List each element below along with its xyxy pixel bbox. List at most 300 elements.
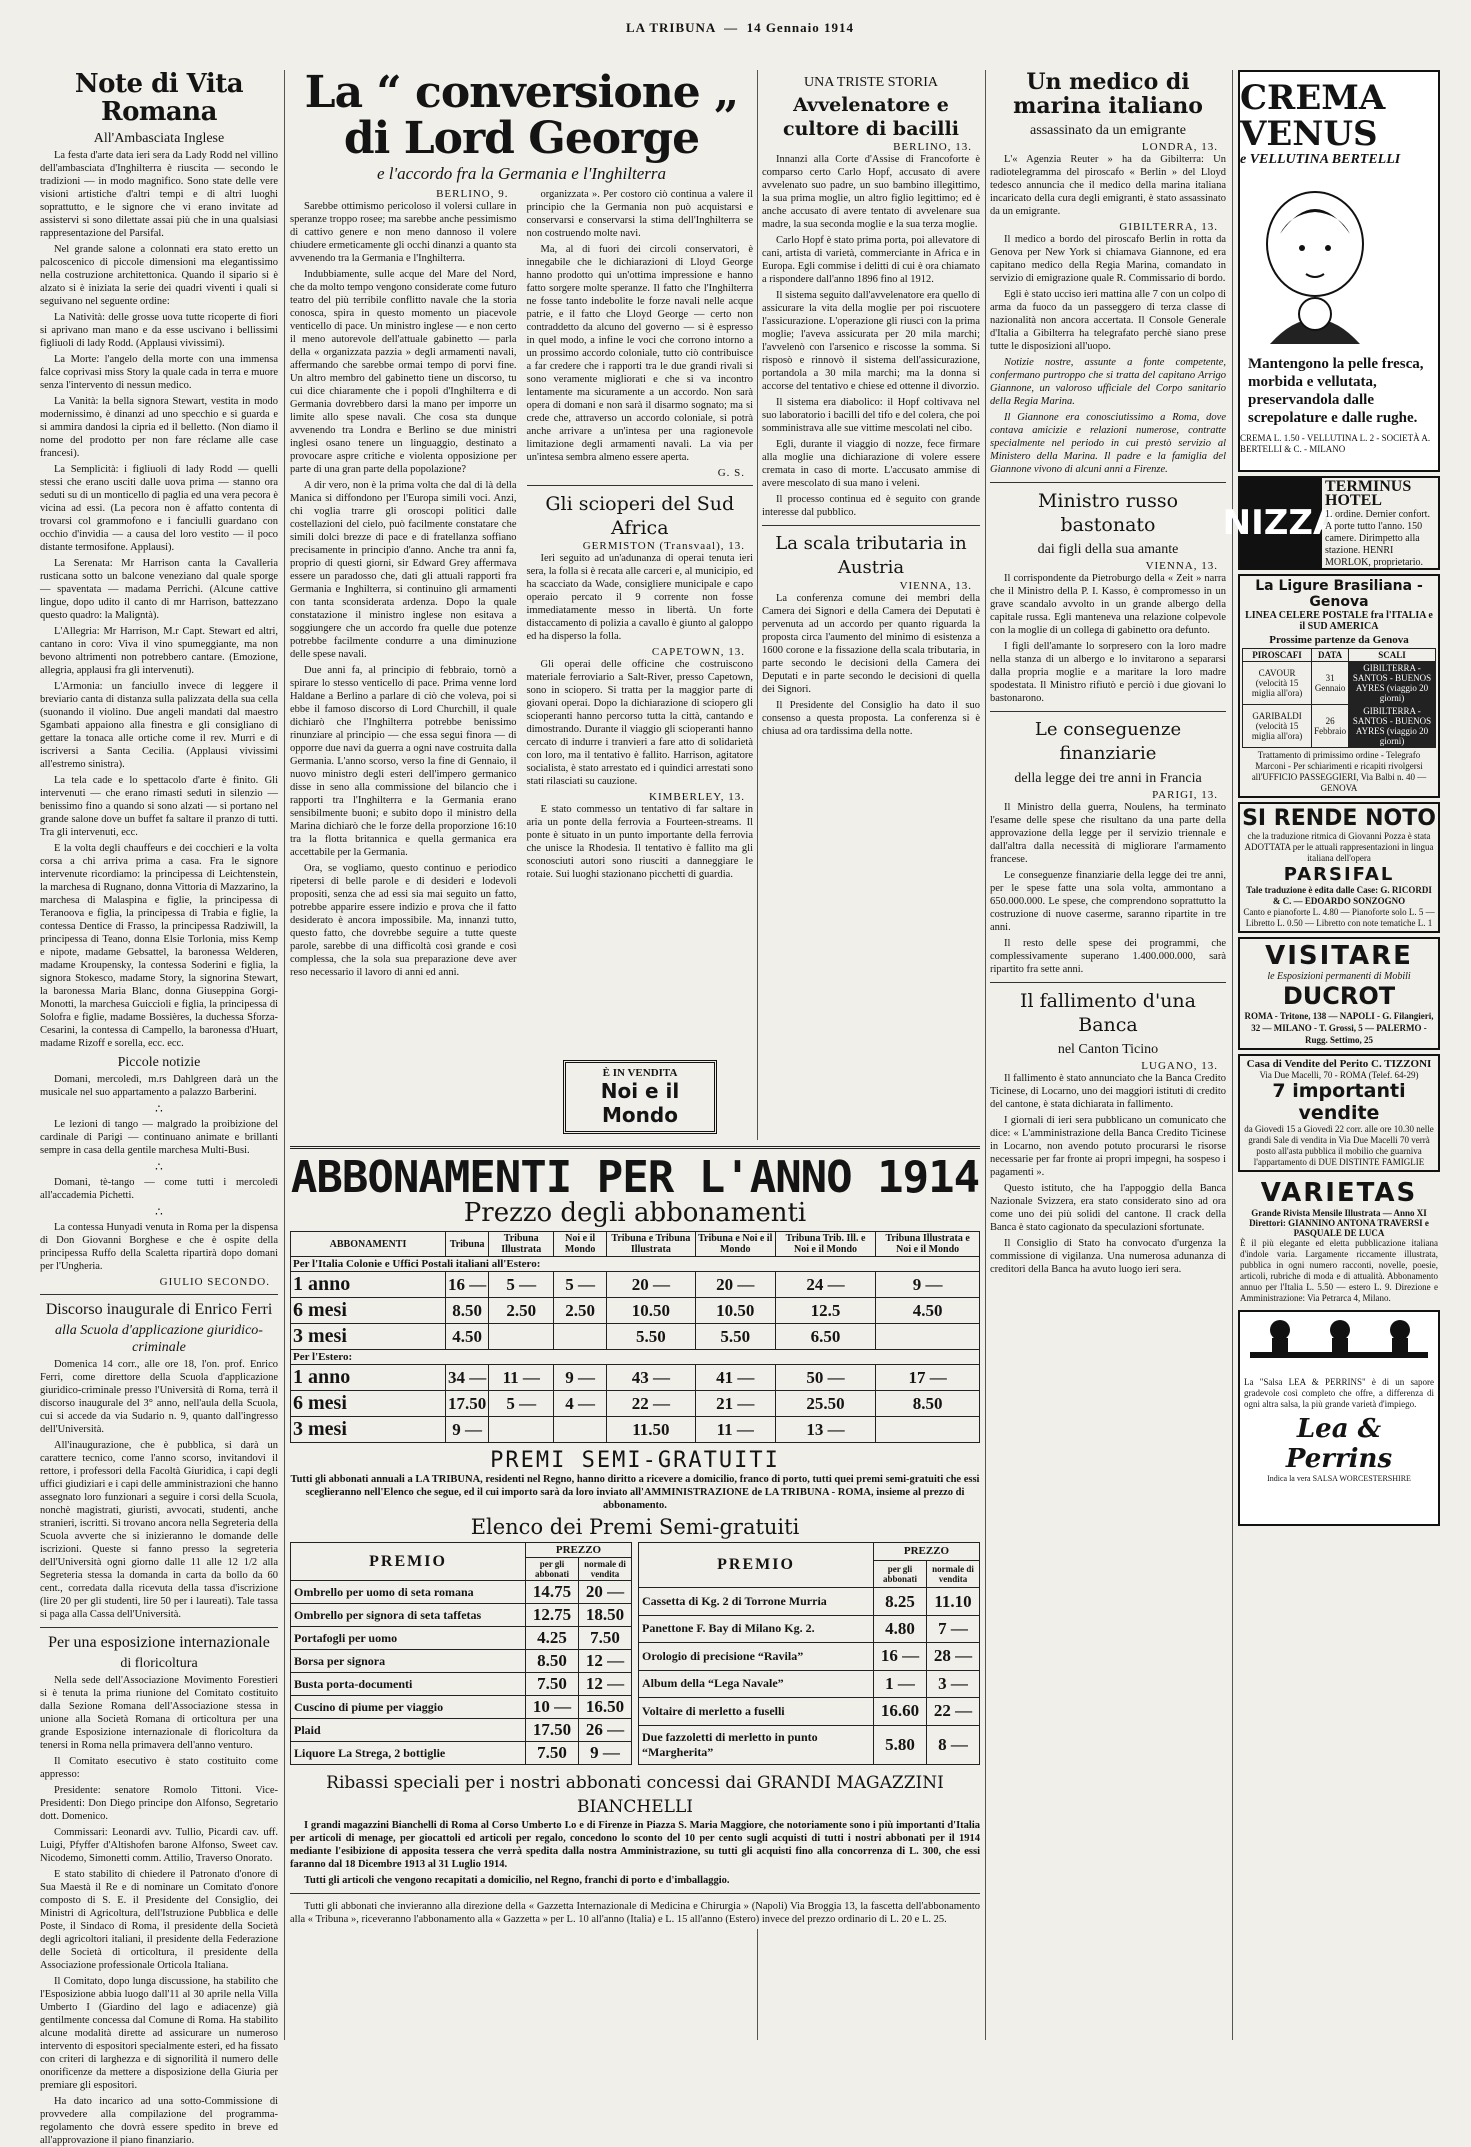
table-header: Tribuna e Tribuna Illustrata [607, 1232, 696, 1257]
premio-name: Panettone F. Bay di Milano Kg. 2. [639, 1615, 874, 1642]
lady-portrait-icon [1240, 174, 1390, 344]
table-row [291, 1391, 980, 1417]
paragraph: E stato commesso un tentativo di far saltare in aria un ponte della ferrovia a Fourteen-streams. Il ponte è situato in un punto importante della ferrovia che unisce la Rhodesia. Il tentativo è fallito ma gli sconosciuti autori sono riusciti a danneggiare le rotaie. Sui luoghi stazionano picchetti di guardia. [526, 804, 753, 880]
price-normale: 28 — [927, 1643, 980, 1670]
price-abbonati: 4.80 [874, 1615, 927, 1642]
paragraph: Notizie nostre, assunte a fonte competente, confermano purtroppo che si tratta del capitano Arrigo Giannone, un valoroso ufficiale del Corpo sanitario della Regia Marina. [990, 357, 1226, 407]
table-cell: 34 — [446, 1365, 489, 1391]
dateline: LUGANO, 13. [1141, 1060, 1218, 1072]
table-cell: 9 — [554, 1365, 607, 1391]
dateline: KIMBERLEY, 13. [649, 791, 745, 803]
visitare-title: VISITARE [1265, 941, 1413, 971]
paragraph: Il fallimento è stato annunciato che la Banca Credito Ticinese, di Locarno, uno dei maggiori istituti di credito del cantone, è stata dichiarata in fallimento. [990, 1073, 1226, 1110]
paragraph: I giornali di ieri sera pubblicano un comunicato che dice: « L'amministrazione della Banca Credito Ticinese in Locarno, non avendo potuto procurarsi le risorse necessarie per far fronte ai propri impegni, ha sospeso i pagamenti ». [990, 1115, 1226, 1178]
paragraph: Il Comitato esecutivo è stato costituito come appresso: [40, 1756, 278, 1780]
perrins-logo: Lea & Perrins [1285, 1414, 1393, 1474]
paragraph: organizzata ». Per costoro ciò continua a valere il principio che la Germania non può acquistarsi e conservarsi e conservarsi la stima dell'Inghilterra se non costruendo molte navi. [526, 189, 753, 239]
column-lord-george [290, 67, 753, 1135]
table-header: Tribuna [446, 1232, 489, 1257]
ship-scali: GIBILTERRA - SANTOS - BUENOS AYRES (viaggio 20 giorni) [1349, 662, 1436, 705]
table-cell [876, 1324, 980, 1350]
paragraph: Il corrispondente da Pietroburgo della « Zeit » narra che il Ministro della P. I. Kasso, è compromesso in un grave scandalo avvolto in un grande albergo della capitale russa. Egli manteneva una relazione colpevole con la moglie di un collega di gabinetto ora defunto. [990, 573, 1226, 636]
terminus-title: TERMINUS HOTEL [1325, 478, 1412, 509]
column-medico-marina [990, 70, 1226, 2040]
masthead-line: LA TRIBUNA — 14 Gennaio 1914 [625, 20, 855, 35]
paragraph: Nel grande salone a colonnati era stato eretto un palcoscenico di piccole dimensioni ma elegantissimo nella costruzione architettonica. Quando il sipario si è alzato si è iniziata la serie dei quadri viventi i quali si seguivano nel seguente ordine: [40, 244, 278, 307]
headline-fallimento: Il fallimento d'una Banca [1019, 990, 1196, 1036]
table-cell: 4 — [554, 1391, 607, 1417]
subhead-floricoltura: di floricoltura [120, 1656, 198, 1671]
price-abbonati: 7.50 [526, 1742, 579, 1765]
table-cell: 11 — [489, 1365, 554, 1391]
perrins-sub: Indica la vera SALSA WORCESTERSHIRE [1267, 1474, 1411, 1483]
paragraph: Sarebbe ottimismo pericoloso il volersi cullare in speranze troppo rosee; ma sarebbe anche pessimismo di cattivo genere e non meno dannoso il volere chiudere ermeticamente gli occhi dinanzi a quanto sta avvenendo tra la Germania e l'Inghilterra. [290, 201, 517, 264]
table-header: per gli abbonati [526, 1558, 579, 1581]
headline-avvelenatore: Avvelenatore e cultore di bacilli [783, 94, 959, 140]
column-rule [1232, 70, 1233, 2040]
vendite-title: 7 importanti vendite [1272, 1080, 1406, 1124]
table-header: normale di vendita [927, 1560, 980, 1587]
table-cell: 24 — [775, 1272, 875, 1298]
paragraph: Il sistema seguito dall'avvelenatore era quello di assicurare la vita della moglie per poi riscuotere l'assicurazione. L'operazione gli riuscì con la prima moglie; l'aveva assicurata per 20 mila marchi; l'avvelenò con l'arsenico e riscosse la somma. Si risposò e rinnovò il sistema dell'assicurazione, portandola a 30 mila marchi; ma la donna si accorse del tentativo e chiese ed ottenne il divorzio. [762, 290, 980, 392]
group-label: Per l'Italia Colonie e Uffici Postali italiani all'Estero: [291, 1257, 980, 1272]
paragraph: I figli dell'amante lo sorpresero con la loro madre nella stanza di un albergo e lo invitarono a separarsi dalla propria moglie e a maritare la loro madre spodestata. Il Ministro rifiutò e perciò i due giovani lo bastonarono. [990, 641, 1226, 704]
varietas-dir: Direttori: GIANNINO ANTONA TRAVERSI e PASQUALE DE LUCA [1249, 1218, 1429, 1238]
table-cell: 10.50 [695, 1298, 775, 1324]
table-header: PREMIO [291, 1543, 526, 1581]
price-abbonati: 4.25 [526, 1627, 579, 1650]
table-header: per gli abbonati [874, 1560, 927, 1587]
crema-slogan: Mantengono la pelle fresca, morbida e vellutata, preservandola dalle screpolature e dalle rughe. [1248, 356, 1424, 426]
table-header: Tribuna Illustrata e Noi e il Mondo [876, 1232, 980, 1257]
headline-esposizione: Per una esposizione internazionale [48, 1634, 270, 1651]
vendite-text: da Giovedì 15 a Giovedì 22 corr. alle ore 10.30 nelle grandi Sale di vendita in Via Due Macelli 70 verrà posto all'asta pubblica il mobilio che guarniva l'appartamento di DUE DISTINTE FAMIGLIE [1244, 1124, 1434, 1167]
paragraph: La Semplicità: i figliuoli di lady Rodd — quelli stessi che erano usciti dalle uova prima — stanno ora seduti su di un monticello di paglia ed una vera pecora è vicina ad essi. (La pecora non è affatto contenta di trovarsi col grammofono e i fanciulli guardano con occhio d'invidia — a causa del loro vestito — il poco distante termosifone. Applausi). [40, 464, 278, 553]
divider [290, 1893, 980, 1894]
table-cell: 20 — [607, 1272, 696, 1298]
crema-price: CREMA L. 1.50 - VELLUTINA L. 2 - SOCIETÀ A. BERTELLI & C. - MILANO [1240, 433, 1431, 454]
table-header: DATA [1312, 649, 1349, 662]
paragraph: E la volta degli chauffeurs e dei cocchieri e la volta corsa a chi arriva prima a casa. Fra le signore intervenute ricordiamo: la principessa di Leichtenstein, la marchesa di Rugnano, donna Vittoria di Mazzarino, la marchesa di Malaspina e figlie, la principessa di Teranoova e figlia, la principessa di Trabia e figlie, la contessa Dentice di Frasso, la principessa Radziwill, la principessa di Teano, donna Elsie Torlonia, miss Kemp e nipote, madame Gebsattel, la baronessa Welderen, madame Kroupensky, la contessa Soderini e figlia, la signora Stokesco, madame Story, la signorina Stewart, la baronessa Maria Blanc, donna Giuseppina Gorgi-Monotti, la marchesa Guiccioli e figlia, la principessa di Solofra e figlie, madame Bossières, la duchessa Sforza-Cesarini, la contessa di Campello, la baronessa d'Huart, madame Rizoff e sorella, ecc. ecc. [40, 843, 278, 1049]
dateline: BERLINO, 9. [436, 188, 509, 200]
paragraph: Ha dato incarico ad una sotto-Commissione di provvedere alla compilazione del programma-regolamento che dovrà essere spedito in breve ed all'approvazione il piano finanziario. [40, 2096, 278, 2146]
ad-varietas[interactable] [1238, 1176, 1440, 1306]
table-row [291, 1627, 632, 1650]
noi-mondo-small: È IN VENDITA [602, 1067, 678, 1079]
divider [40, 1627, 278, 1628]
table-row [639, 1615, 980, 1642]
table-row [291, 1650, 632, 1673]
table-cell: 2.50 [489, 1298, 554, 1324]
table-row [291, 1581, 632, 1604]
dateline: VIENNA, 13. [1145, 560, 1218, 572]
table-header: Noi e il Mondo [554, 1232, 607, 1257]
dateline: BERLINO, 13. [893, 141, 972, 153]
column-rule [985, 70, 986, 2040]
tizzoni-addr: Via Due Macelli, 70 - ROMA (Telef. 64-29) [1259, 1070, 1419, 1080]
paragraph: Il Comitato, dopo lunga discussione, ha stabilito che l'Esposizione abbia luogo dall'11 al 30 aprile nella Villa Umberto I (Giardino del lago e adiacenze) già gentilmente concessa dal Comune di Roma. Ha stabilito alcune modalità dirette ad assicurare un numeroso intervento di espositori specialmente esteri, ed ha fissato con criteri di larghezza e di signorilità il numero delle onorificenze da mettere a disposizione della Giuria per premiare gli espositori. [40, 1976, 278, 2091]
paragraph: Nella sede dell'Associazione Movimento Forestieri si è tenuta la prima riunione del Comitato costituito dalla Sezione Romana dell'Associazione stessa in unione alla Società Romana di orticoltura per una grande Esposizione internazionale di floricoltura da tenersi in Roma nella primavera dell'anno venturo. [40, 1675, 278, 1751]
price-abbonati: 10 — [526, 1696, 579, 1719]
noi-mondo-box-wrap [530, 1052, 750, 1142]
kicker-triste-storia: UNA TRISTE STORIA [803, 75, 939, 90]
paragraph: Le conseguenze finanziarie della legge dei tre anni, per le spese fatte una sola volta, ammontano a 650.000.000. Le spese, che comprendono soprattutto la costruzione di nuove caserme, saranno ripartite in tre anni. [990, 870, 1226, 933]
divider [990, 982, 1226, 983]
nizza-label: NIZZA [1240, 478, 1322, 568]
prices-table [290, 1231, 980, 1443]
premio-name: Portafogli per uomo [291, 1627, 526, 1650]
price-normale: 12 — [579, 1650, 632, 1673]
paragraph: L'Allegria: Mr Harrison, M.r Capt. Stewart ed altri, cantano in coro: Viva il vino spumeggiante, ma non bevono altrimenti non potrebbero cantare. (Emozione, allegria, applausi fra gli intervenuti). [40, 626, 278, 676]
paragraph: Domani, tè-tango — come tutti i mercoledì all'accademia Pichetti. [40, 1177, 278, 1201]
table-cell: 22 — [607, 1391, 696, 1417]
table-cell: 5.50 [695, 1324, 775, 1350]
paragraph: La tela cade e lo spettacolo d'arte è finito. Gli intervenuti — che erano rimasti seduti in silenzio — benissimo fino a quando si sono alzati — si portano nel grande salone dove un buffet fa saltare il pranzo di tutti. Tra gli intervenuti, ecc. [40, 775, 278, 838]
dateline: VIENNA, 13. [899, 580, 972, 592]
paragraph: All'inaugurazione, che è pubblica, si darà un carattere tecnico, come l'anno scorso, invitandovi il rettore, i professori della Facoltà Giuridica, i capi degli uffici giudiziari e i capi delle amministrazioni che hanno assegnato loro funzionari a seguire i corsi della Scuola, nonchè magistrati, giuristi, avvocati, studenti, anche stranieri, iscritti. Si trovano ancora nella Segreteria della Scuola avverte che si inizieranno le domande delle iscrizioni. Queste si fanno presso la segreteria dell'Università ogni giorno dalle 11 alle 12 1/2 alla Segreteria stessa la domanda in carta da bollo da 60 cent., corredata dalla ricevuta della tassa d'iscrizione (lire 20 per gli studenti, lire 50 per i laureati). Tale tassa si paga alla Cassa dell'Università. [40, 1440, 278, 1620]
ad-parsifal[interactable] [1238, 802, 1440, 933]
price-abbonati: 7.50 [526, 1673, 579, 1696]
row-label: 6 mesi [291, 1298, 446, 1324]
price-normale: 3 — [927, 1670, 980, 1697]
headline-lord-george: La “ conversione „ di Lord George [304, 67, 739, 164]
premi-table-left [290, 1542, 632, 1765]
column-vita-romana [40, 69, 278, 2146]
paragraph: Egli è stato ucciso ieri mattina alle 7 con un colpo di arma da fuoco da un passeggero di terza classe di nazionalità non ancora accertata. Il Console Generale d'Italia a Gibilterra ha telegrafato perchè siano prese tutte le disposizioni all'uopo. [990, 289, 1226, 352]
price-normale: 8 — [927, 1725, 980, 1764]
tizzoni-title: Casa di Vendite del Perito C. TIZZONI [1246, 1058, 1432, 1070]
table-row [291, 1673, 632, 1696]
row-label: 3 mesi [291, 1324, 446, 1350]
group-label: Per l'Estero: [291, 1350, 980, 1365]
price-normale: 26 — [579, 1719, 632, 1742]
paragraph: Le lezioni di tango — malgrado la proibizione del cardinale di Parigi — continuano animate e brillanti sempre in casa della gentile marchesa Multi-Busi. [40, 1119, 278, 1156]
premi-tables [290, 1542, 980, 1765]
rende-noto: SI RENDE NOTO [1242, 806, 1436, 831]
paragraph: Il Giannone era conosciutissimo a Roma, dove contava amicizie e relazioni numerose, contratte specialmente nel periodo in cui prestò servizio al Ministero della Marina. Il padre e la famiglia del Giannone vivono di alcuni anni a Firenze. [990, 412, 1226, 475]
dateline: GERMISTON (Transvaal), 13. [582, 540, 745, 552]
ship-name: GARIBALDI (velocità 15 miglia all'ora) [1243, 705, 1312, 748]
signature: GIULIO SECONDO. [159, 1276, 270, 1288]
table-header: PREMIO [639, 1543, 874, 1588]
ribassi-text-2: Tutti gli articoli che vengono recapitati a domicilio, nel Regno, franchi di porto e d'imballaggio. [304, 1875, 730, 1886]
divider [990, 482, 1226, 483]
dateline: GIBILTERRA, 13. [1119, 221, 1218, 233]
price-abbonati: 8.25 [874, 1588, 927, 1615]
paragraph: Carlo Hopf è stato prima porta, poi allevatore di cani, artista di varietà, commerciante in Africa e in Europa. Egli commise i delitti di cui è ora chiamato a rispondere dall'anno 1896 fino al 1912. [762, 235, 980, 285]
premio-name: Voltaire di merletto a fuselli [639, 1698, 874, 1725]
table-cell: 13 — [775, 1417, 875, 1443]
table-cell: 50 — [775, 1365, 875, 1391]
table-row [639, 1643, 980, 1670]
subhead-accordo: e l'accordo fra la Germania e l'Inghilterra [377, 164, 666, 183]
gazzetta-text: Tutti gli abbonati che invieranno alla direzione della « Gazzetta Internazionale di Medicina e Chirurgia » (Napoli) Via Broggia 13, la fascetta dell'abbonamento alla « Tribuna », riceveranno l'abbonamento alla « Gazzetta » per L. 10 all'anno (Italia) e L. 15 all'anno (Estero) invece del prezzo ordinario di L. 20 e L. 25. [290, 1901, 980, 1925]
table-row [1243, 705, 1436, 748]
separator-stars: ∴ [155, 1205, 163, 1219]
table-row [1243, 662, 1436, 705]
partenze-title: Prossime partenze da Genova [1269, 634, 1409, 646]
ligure-sub: LINEA CELERE POSTALE fra l'ITALIA e il SUD AMERICA [1245, 610, 1433, 632]
paragraph: Domenica 14 corr., alle ore 18, l'on. prof. Enrico Ferri, come direttore della Scuola d'applicazione giuridico-criminale presso l'Università di Roma, terrà il discorso inaugurale del 3° anno, nell'aula della Scuola, cui si accede da via Sudario n. 9, quanto dall'ingresso dell'Università. [40, 1359, 278, 1435]
paragraph: Presidente: senatore Romolo Tittoni. Vice-Presidenti: Don Diego principe don Alfonso, Segretario dott. Domenico. [40, 1785, 278, 1822]
table-cell [554, 1324, 607, 1350]
paragraph: La Serenata: Mr Harrison canta la Cavalleria rusticana sotto un balcone veneziano dal quale sporge — spaventata — madama Perrichi. (Alcune cattive lingue, dopo udito il canto di mr Harrison, battezzano questo quadro: la Maligntà). [40, 558, 278, 621]
paragraph: Ora, se vogliamo, questo continuo e periodico ripetersi di belle parole e di desideri e lodevoli propositi, senza che ad essi sia mai seguito un fatto, potrebbe apparire essere indizio e prova che il fatto desiderato è ancora impossibile. Ma, innanzi tutto, questo fatto, che dovrebbe seguire a tutte queste parole, sarebbe di una difficoltà così grande e così complessa, che la sola sua preparazione deve aver reso necessario il lavoro di anni ed anni. [290, 863, 517, 978]
dateline: LONDRA, 13. [1141, 141, 1218, 153]
subhead-emigrante: assassinato da un emigrante [1030, 123, 1186, 138]
table-cell: 5 — [489, 1272, 554, 1298]
table-cell: 17 — [876, 1365, 980, 1391]
table-cell: 4.50 [446, 1324, 489, 1350]
subhead-scuola: alla Scuola d'applicazione giuridico-criminale [55, 1323, 263, 1355]
perrins-text: La "Salsa LEA & PERRINS" è di un sapore gradevole così completo che offre, a differenza di ogni altra salsa, la più grande varietà d'impiego. [1244, 1377, 1434, 1409]
table-cell: 43 — [607, 1365, 696, 1391]
table-cell: 16 — [446, 1272, 489, 1298]
table-cell: 6.50 [775, 1324, 875, 1350]
table-cell: 10.50 [607, 1298, 696, 1324]
paragraph: Il Consiglio di Stato ha convocato d'urgenza la commissione di vigilanza. Una numerosa adunanza di creditori della Banca ha avuto luogo ieri sera. [990, 1238, 1226, 1275]
headline-ministro-russo: Ministro russo bastonato [1037, 490, 1179, 536]
ad-tizzoni[interactable] [1238, 1054, 1440, 1172]
premio-name: Ombrello per uomo di seta romana [291, 1581, 526, 1604]
parsifal-text: Tale traduzione è edita dalle Case: G. RICORDI & C. — EDOARDO SONZOGNO [1246, 885, 1432, 906]
issue-date: 14 Gennaio 1914 [746, 20, 855, 35]
table-cell: 11 — [695, 1417, 775, 1443]
paragraph: La Natività: delle grosse uova tutte ricoperte di fiori si aprivano man mano e da esse uscivano i bellissimi figliuoli di lady Rodd. (Applausi vivissimi). [40, 312, 278, 349]
paragraph: Il resto delle spese dei programmi, che complessivamente superano 1.400.000.000, sarà ripartito fra sette anni. [990, 938, 1226, 975]
paragraph: Gli operai delle officine che costruiscono materiale ferroviario a Salt-River, presso Capetown, sono in sciopero. Si tratta per la maggior parte di giovani operai. Dopo la dichiarazione di sciopero gli scioperanti hanno percorso tutta la città, cantando e dimostrando. Durante il viaggio gli scioperanti hanno cercato di indurre i tranvieri a fare atto di solidarietà con loro, ma il tentativo è fallito. Harrison, agitatore socialista, è stato arrestato ed i quindici arrestati sono stati rilasciati su cauzione. [526, 659, 753, 787]
premi-text: Tutti gli abbonati annuali a LA TRIBUNA, residenti nel Regno, hanno diritto a ricevere a domicilio, franco di porto, tutti quei premi semi-gratuiti che essi sceglieranno nell'Elenco che segue, ed il cui importo sarà da loro inviato all'AMMINISTRAZIONE de LA TRIBUNA - ROMA, insieme al prezzo di abbonamento. [290, 1474, 980, 1511]
headline-medico-marina: Un medico di marina italiano [1013, 69, 1203, 119]
paragraph: Commissari: Leonardi avv. Tullio, Picardi cav. uff. Luigi, Pfyffer d'Altishofen barone Alfonso, Sweet cav. Nicodemo, Simonetti comm. Attilio, Traverso Onorato. [40, 1827, 278, 1864]
ducrot-name: DUCROT [1282, 982, 1396, 1010]
ad-crema-venus[interactable] [1238, 70, 1440, 472]
paragraph: La contessa Hunyadi venuta in Roma per la dispensa di Don Giovanni Borghese e che è ospite della principessa Ruffo della Scaletta ripartirà dopo domani per l'Ungheria. [40, 1222, 278, 1272]
table-header-row [1243, 649, 1436, 662]
divider [990, 711, 1226, 712]
paragraph: La Morte: l'angelo della morte con una immensa falce coprivasi miss Story la quale cada in terra e muore senza l'intervento di nessun medico. [40, 354, 278, 391]
table-cell [876, 1417, 980, 1443]
table-header: ABBONAMENTI [291, 1232, 446, 1257]
price-normale: 12 — [579, 1673, 632, 1696]
table-row [639, 1725, 980, 1764]
paragraph: Indubbiamente, sulle acque del Mare del Nord, che da molto tempo vengono considerate come futuro teatro del più terribile conflitto navale che la storia conosca, spira in questo momento un piacevole venticello di pace. Un ministro inglese — e non certo il meno autorevole dell'attuale gabinetto — parla della « organizzata pazzia » degli armamenti navali, affermando che sarebbe ormai tempo di porvi fine. Un altro membro del gabinetto tiene un discorso, tu cui dice chiaramente che i popoli d'Inghilterra e di Germania dovrebbero darsi la mano per imporre un limite allo spese navali. Che cosa sta dunque avvenendo tra Londra e Berlino se due ministri inglesi osano tenere un linguaggio, destinato a provocare aspre critiche e violenta opposizione per parte di una gran parte della popolazione? [290, 269, 517, 475]
parsifal-title: PARSIFAL [1283, 864, 1395, 885]
paragraph: Il medico a bordo del piroscafo Berlin in rotta da Genova per New York si chiamava Giannone, ed era capitano medico della Regia Marina, comandato in servizio di emigrazione quale R. Commissario di bordo. [990, 234, 1226, 284]
table-cell: 20 — [695, 1272, 775, 1298]
table-cell: 12.5 [775, 1298, 875, 1324]
price-normale: 7.50 [579, 1627, 632, 1650]
table-cell: 8.50 [446, 1298, 489, 1324]
row-label: 6 mesi [291, 1391, 446, 1417]
varietas-title: VARIETAS [1260, 1178, 1418, 1208]
table-header-row [291, 1232, 980, 1257]
price-abbonati: 1 — [874, 1670, 927, 1697]
ship-note: Trattamento di primissimo ordine - Telegrafo Marconi - Per schiarimenti e ricapiti rivolgersi all'UFFICIO PASSEGGIERI, Via Balbi n. 40 — GENOVA [1251, 750, 1427, 793]
visitare-sub: le Esposizioni permanenti di Mobili [1267, 971, 1411, 982]
table-header: PREZZO [874, 1543, 980, 1561]
paragraph: Ma, al di fuori dei circoli conservatori, è innegabile che le dichiarazioni di Lloyd George hanno prodotto qui un'ottima impressione e hanno fatto sorgere molte speranze. Il fatto che l'Inghilterra ne fosse tanto indebolite le forze navali nelle acque patrie, e il fatto che Lloyd George — certo non contraddetto da alcuno del governo — si è espresso in quel modo, a infine le voci che corrono intorno a un prossimo accordo coloniale, tutto ciò contribuisce a far credere che i rapporti tra le due grandi rivali si sono veramente migliorati e che si va incontro lentamente ma sicuramente a un accordo. Non sarà opera di domani e non sarà il disarmo sognato; ma si crede che, attraverso un accordo coloniale, si potrà anche arrivare a un'intesa per una ragionevole limitazione degli armamenti navali. La via per un'intesa sembra almeno essere aperta. [526, 244, 753, 463]
headline-discorso-ferri: Discorso inaugurale di Enrico Ferri [45, 1301, 273, 1318]
price-abbonati: 17.50 [526, 1719, 579, 1742]
headline-vita-romana: Note di Vita Romana [74, 69, 244, 127]
headline-scioperi: Gli scioperi del Sud Africa [545, 493, 735, 539]
row-label: 1 anno [291, 1365, 446, 1391]
price-abbonati: 8.50 [526, 1650, 579, 1673]
subhead-tre-anni: della legge dei tre anni in Francia [1014, 771, 1202, 786]
crema-sub: e VELLUTINA BERTELLI [1240, 152, 1401, 167]
row-label: 1 anno [291, 1272, 446, 1298]
price-normale: 16.50 [579, 1696, 632, 1719]
terminus-text: 1. ordine. Dernier confort. A porte tutto l'anno. 150 camere. Dirimpetto alla stazione. HENRI MORLOK, proprietario. [1325, 509, 1430, 568]
dateline: CAPETOWN, 13. [651, 646, 745, 658]
table-cell: 4.50 [876, 1298, 980, 1324]
table-cell: 21 — [695, 1391, 775, 1417]
table-cell: 5 — [489, 1391, 554, 1417]
table-row [291, 1272, 980, 1298]
table-row [291, 1417, 980, 1443]
row-label: 3 mesi [291, 1417, 446, 1443]
ship-scali: GIBILTERRA - SANTOS - BUENOS AYRES (viaggio 20 giorni) [1349, 705, 1436, 748]
paragraph: Il Presidente del Consiglio ha dato il suo consenso a questa proposta. La conferenza si è chiusa ad ora tardissima della notte. [762, 700, 980, 737]
table-row [291, 1719, 632, 1742]
premio-name: Orologio di precisione “Ravila” [639, 1643, 874, 1670]
premio-name: Due fazzoletti di merletto in punto “Margherita” [639, 1725, 874, 1764]
table-cell: 9 — [446, 1417, 489, 1443]
ribassi-text: I grandi magazzini Bianchelli di Roma al Corso Umberto I.o e di Firenze in Piazza S. Maria Maggiore, che notoriamente sono i più importanti d'Italia per articoli di menage, per giocattoli ed articoli per regalo, concedono lo sconto del 10 per cento sugli acquisti di tutti i nostri abbonati per il 1914 mediante l'esibizione di apposita tessera che verrà spedita dalla nostra Amministrazione, su tutti gli acquisti fino alla concorrenza di L. 300, che essi faranno dal 18 Dicembre 1913 al 31 Luglio 1914. [290, 1820, 980, 1870]
paragraph: Ieri seguito ad un'adunanza di operai tenuta ieri sera, la folla si è recata alle carceri e, al municipio, ed ha scacciato da Wade, consigliere municipale e capo operaio percato il 9 corrente non fosse immediatamente messo in libertà. Un forte distaccamento di polizia a cavallo è giunto al galoppo ed ha disperso la folla. [526, 553, 753, 642]
paragraph: Innanzi alla Corte d'Assise di Francoforte è comparso certo Carlo Hopf, accusato di avere avvelenato suo padre, un suo bambino illegittimo, la sua prima moglie, un altro figlio legittimo; ed è anche accusato di avere tentato di avvelenare sua madre, la sua seconda moglie e la sua terza moglie. [762, 154, 980, 230]
table-header: normale di vendita [579, 1558, 632, 1581]
table-cell: 25.50 [775, 1391, 875, 1417]
elenco-title: Elenco dei Premi Semi-gratuiti [470, 1515, 800, 1539]
table-cell: 2.50 [554, 1298, 607, 1324]
abbonamenti-subtitle: Prezzo degli abbonamenti [463, 1198, 807, 1228]
premio-name: Borsa per signora [291, 1650, 526, 1673]
premio-name: Cassetta di Kg. 2 di Torrone Murria [639, 1588, 874, 1615]
ad-ducrot[interactable] [1238, 937, 1440, 1050]
paragraph: L'« Agenzia Reuter » ha da Gibilterra: Un radiotelegramma del piroscafo « Berlin » del Lloyd tedesco annuncia che il medico della marina italiana incaricato della cura degli emigranti, è stato assassinato da un emigrante. [990, 154, 1226, 217]
premio-name: Ombrello per signora di seta taffetas [291, 1604, 526, 1627]
table-row [291, 1298, 980, 1324]
table-header: PIROSCAFI [1243, 649, 1312, 662]
separator-stars: ∴ [155, 1160, 163, 1174]
ship-table [1242, 648, 1436, 748]
column-ads [1222, 70, 1440, 2040]
table-cell: 5 — [554, 1272, 607, 1298]
ship-date: 26 Febbraio [1312, 705, 1349, 748]
table-row [291, 1742, 632, 1765]
price-abbonati: 12.75 [526, 1604, 579, 1627]
table-cell [489, 1417, 554, 1443]
ligure-title: La Ligure Brasiliana - Genova [1255, 578, 1423, 610]
ship-date: 31 Gennaio [1312, 662, 1349, 705]
table-group-row [291, 1350, 980, 1365]
premio-name: Liquore La Strega, 2 bottiglie [291, 1742, 526, 1765]
price-normale: 7 — [927, 1615, 980, 1642]
table-row [639, 1698, 980, 1725]
table-row [639, 1588, 980, 1615]
premio-name: Album della “Lega Navale” [639, 1670, 874, 1697]
price-normale: 22 — [927, 1698, 980, 1725]
paragraph: E stato stabilito di chiedere il Patronato d'onore di Sua Maestà il Re e di nominare un Comitato d'onore composto di S. E. il Presidente del Consiglio, dei Ministri di Agricoltura, dell'Istruzione Pubblica e delle Poste, il Sindaco di Roma, il presidente della Società degli agricoltori italiani, il presidente della Federazione delle Società di orticoltura, il presidente della Associazione professionale Orticola Italiana. [40, 1869, 278, 1971]
headline-conseguenze: Le conseguenze finanziarie [1034, 719, 1182, 764]
table-cell [554, 1417, 607, 1443]
ad-lea-perrins[interactable] [1238, 1310, 1440, 1526]
diners-illustration-icon [1240, 1312, 1438, 1372]
price-abbonati: 16.60 [874, 1698, 927, 1725]
table-row [291, 1324, 980, 1350]
rende-text: che la traduzione ritmica di Giovanni Pozza è stata ADOTTATA per le attuali rappresentazioni in lingua italiana dell'opera [1244, 831, 1434, 863]
table-header: Tribuna Trib. Ill. e Noi e il Mondo [775, 1232, 875, 1257]
paragraph: La conferenza comune dei membri della Camera dei Signori e della Camera dei Deputati è pervenuta ad un accordo per quanto riguarda la proposta circa l'aumento del minimo di esistenza a 1600 corone e la fissazione della scala tributaria, in parte secondo le decisioni della Camera dei Deputati e in parte secondo le decisioni di quella dei Signori. [762, 593, 980, 695]
price-normale: 18.50 [579, 1604, 632, 1627]
dateline: PARIGI, 13. [1152, 789, 1218, 801]
premi-table-right [638, 1542, 980, 1765]
price-abbonati: 5.80 [874, 1725, 927, 1764]
table-cell: 41 — [695, 1365, 775, 1391]
table-cell: 5.50 [607, 1324, 696, 1350]
crema-title: CREMA VENUS [1240, 78, 1386, 154]
varietas-sub: Grande Rivista Mensile Illustrata — Anno XI [1251, 1208, 1427, 1218]
price-normale: 11.10 [927, 1588, 980, 1615]
paragraph: Domani, mercoledì, m.rs Dahlgreen darà un the musicale nel suo appartamento a palazzo Barberini. [40, 1074, 278, 1098]
noi-mondo-ad[interactable] [563, 1060, 717, 1134]
table-row [291, 1604, 632, 1627]
ribassi-title: Ribassi speciali per i nostri abbonati concessi dai GRANDI MAGAZZINI BIANCHELLI [326, 1773, 944, 1817]
table-header-row [291, 1543, 632, 1558]
table-row [291, 1696, 632, 1719]
table-row [639, 1670, 980, 1697]
paragraph: L'Armonia: un fanciullo invece di leggere il breviario canta di distanza sulla palizzata della sua cella (suonando il violino. Due angeli mandati dal maestro Sgambati appaiono alla finestra e gli consigliano di gettare la tonaca alle ortiche come il rev. Murri e di iscriversi a Santa Cecilia. (Applausi vivissimi all'estremo sinistra). [40, 681, 278, 770]
paragraph: La Vanità: la bella signora Stewart, vestita in modo modernissimo, è dinanzi ad uno specchio e si guarda e si ammira dandosi la cipria ed il belletto. (Non diamo il nome del prodotto per non fare réclame alle case francesi). [40, 396, 278, 459]
signature: G. S. [717, 467, 745, 479]
varietas-text: È il più elegante ed eletta pubblicazione italiana d'indole varia. Largamente riccamente illustrata, pubblica in ogni numero racconti, novelle, poesie, articoli, rubriche di moda e di attualità. Abbonamento annuo per l'Italia L. 5.50 — estero L. 9. Direzione e Amministrazione: Via Petrarca 4, Milano. [1240, 1238, 1438, 1303]
paragraph: Egli, durante il viaggio di nozze, fece firmare alla moglie una dichiarazione di volere essere cremata in caso di morte. L'accusato ammise di avere mescolato di sua mano i veleni. [762, 439, 980, 489]
column-rule [284, 70, 285, 2040]
parsifal-prices: Canto e pianoforte L. 4.80 — Pianoforte solo L. 5 — Libretto L. 0.50 — Libretto con note tematiche L. 1 [1243, 907, 1435, 928]
subhead-ticino: nel Canton Ticino [1057, 1042, 1159, 1057]
abbonamenti-section [290, 1140, 980, 1929]
price-normale: 9 — [579, 1742, 632, 1765]
masthead [40, 10, 1440, 60]
table-cell: 9 — [876, 1272, 980, 1298]
abbonamenti-title: ABBONAMENTI PER L'ANNO 1914 [290, 1152, 980, 1203]
table-header: Tribuna e Noi e il Mondo [695, 1232, 775, 1257]
subhead-ambasciata: All'Ambasciata Inglese [93, 131, 225, 146]
subhead-figli-amante: dai figli della sua amante [1037, 542, 1179, 557]
noi-mondo-title: Noi e il Mondo [600, 1079, 680, 1127]
table-header-row [639, 1543, 980, 1561]
table-cell: 8.50 [876, 1391, 980, 1417]
price-abbonati: 14.75 [526, 1581, 579, 1604]
divider [290, 1146, 980, 1149]
paragraph: Due anni fa, al principio di febbraio, tornò a spirare lo stesso venticello di pace. Prima venne lord Haldane a Berlino a parlare di ciò che voleva, poi si ebbe il famoso discorso di Lord Churchill, il quale dichiarò che l'Inghilterra potrebbe benissimo rinunziare al principio — che essa segui finora — di opporre due navi da guerra a ogni nave costruita dalla Germania. L'anno scorso, verso la fine di Gennaio, il nuovo ministro degli esteri dell'impero germanico disse in seno alla commissione del bilancio che i rapporti tra l'Inghilterra e la Germania erano sensibilmente buoni; e subito dopo il ministro della Marina dichiarò che le forze della proporzione 16:10 tra la flotta britannica e quella germanica era accettabile per la Germania. [290, 665, 517, 858]
separator-stars: ∴ [155, 1102, 163, 1116]
paragraph: La festa d'arte data ieri sera da Lady Rodd nel villino dell'ambasciata d'Inghilterra è riuscita — secondo le tradizioni — in modo magnifico. Sono state delle vere visioni artistiche d'altri tempi e di altri luoghi soprattutto, e le signore che vi erano invitate ad assistervi si sono dilettate assai più che in una qualsiasi rappresentazione del Parsifal. [40, 150, 278, 239]
table-cell: 17.50 [446, 1391, 489, 1417]
paragraph: Il sistema era diabolico: il Hopf coltivava nel suo laboratorio i bacilli del tifo e del colera, che poi somministrava alle sue vittime mescolati nel cibo. [762, 397, 980, 434]
ad-ligure-brasiliana[interactable] [1238, 574, 1440, 798]
table-header: SCALI [1349, 649, 1436, 662]
paragraph: A dir vero, non è la prima volta che dal di là della Manica si diffondono per l'Europa simili voci. Anzi, chi voglia trarre gli oroscopi politici dalle costellazioni del cielo, può facilmente constatare che simili dolci brezze di pace e di fratellanza soffiano precisamente in principio d'anno. Anche tra anni fa, proprio di questi giorni, sir Edward Grey affermava essere un paradosso che, dati gli attuali rapporti fra Germania e Inghilterra, si continuino gli armamenti con tanta sconsiderata ardenza. Dopo la quale constatazione il ministro inglese non esitava a soggiungere che un accordo fra quelle due potenze potrebbe facilmente condurre a una diminuzione delle spese navali. [290, 480, 517, 660]
divider [762, 525, 980, 526]
paragraph: Il Ministro della guerra, Noulens, ha terminato l'esame delle spese che risultano da una parte della approvazione della legge per il servizio triennale e dall'altra dalla necessità di migliorare l'armamento francese. [990, 802, 1226, 865]
table-header: PREZZO [526, 1543, 632, 1558]
subhead-piccole-notizie: Piccole notizie [117, 1055, 201, 1070]
premio-name: Plaid [291, 1719, 526, 1742]
ad-terminus-hotel[interactable] [1222, 476, 1440, 570]
